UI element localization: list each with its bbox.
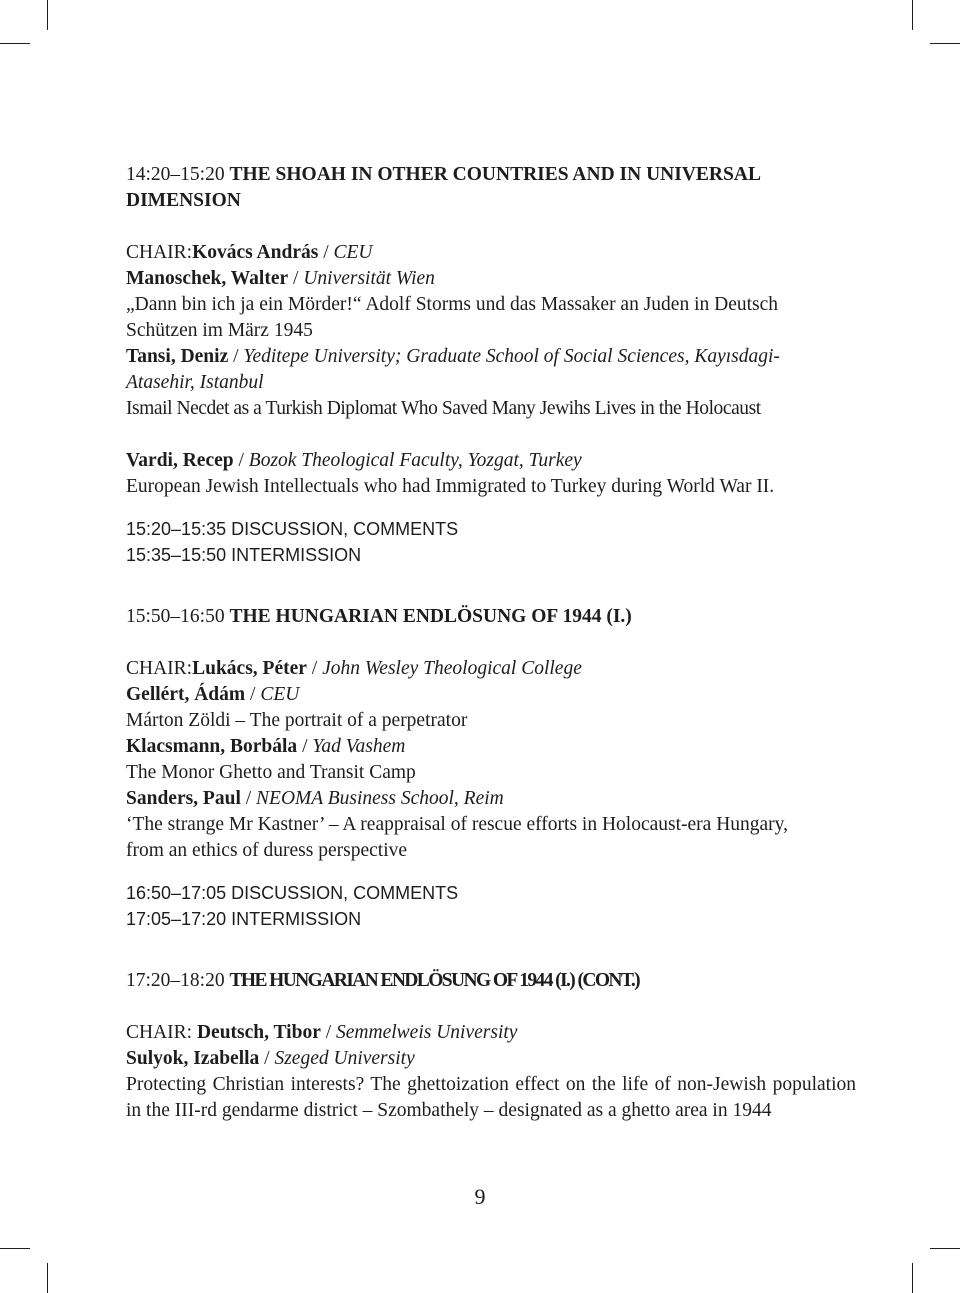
chair-label: CHAIR: [126, 1022, 197, 1043]
speaker-name: Gellért, Ádám [126, 684, 246, 705]
speaker-affiliation: NEOMA Business School, Reim [256, 788, 504, 809]
separator: / [245, 684, 261, 705]
separator: / [297, 736, 313, 757]
chair-label: CHAIR: [126, 242, 193, 263]
speaker-affiliation: Yeditepe University; Graduate School of Social Sciences, Kayısdagi- [243, 346, 780, 367]
speaker-line [126, 266, 856, 292]
discussion-slot: 16:50–17:05 DISCUSSION, COMMENTS [126, 883, 459, 903]
speaker-name: Tansi, Deniz [126, 346, 229, 367]
session-3 [126, 968, 856, 1124]
discussion-slot: 15:20–15:35 DISCUSSION, COMMENTS [126, 519, 459, 539]
session-2 [126, 604, 856, 932]
speaker-line [126, 448, 856, 474]
session-time: 17:20–18:20 [126, 970, 225, 991]
crop-mark-bottom-right-h [930, 1248, 960, 1249]
chair-name: Lukács, Péter [192, 658, 307, 679]
speaker-line [126, 1046, 856, 1072]
page-number: 9 [474, 1184, 486, 1209]
speaker-name: Klacsmann, Borbála [126, 736, 298, 757]
chair-name: Kovács András [192, 242, 319, 263]
talk-title: ‘The strange Mr Kastner’ – A reappraisal of rescue efforts in Holocaust-era Hungary, [126, 814, 789, 835]
chair-affiliation: Semmelweis University [336, 1022, 518, 1043]
program-page [126, 162, 856, 1124]
session-title: THE HUNGARIAN ENDLÖSUNG OF 1944 (I.) (CONT.) [229, 970, 639, 991]
separator: / [240, 788, 257, 809]
session-time: 14:20–15:20 [126, 164, 225, 185]
separator: / [318, 242, 334, 263]
session-time: 15:50–16:50 [126, 606, 225, 627]
talk-title-continued: from an ethics of duress perspective [126, 840, 408, 861]
session-title-continued: DIMENSION [126, 190, 241, 211]
talk-title: European Jewish Intellectuals who had Immigrated to Turkey during World War II. [126, 476, 775, 497]
separator: / [233, 450, 249, 471]
crop-mark-bottom-right-v [912, 1263, 913, 1293]
speaker-line [126, 682, 856, 708]
talk-title: Ismail Necdet as a Turkish Diplomat Who Saved Many Jewihs Lives in the Holocaust [126, 398, 761, 419]
chair-line [126, 656, 856, 682]
speaker-affiliation: Universität Wien [303, 268, 435, 289]
intermission-slot: 17:05–17:20 INTERMISSION [126, 909, 362, 929]
session-heading [126, 604, 856, 630]
session-title: THE HUNGARIAN ENDLÖSUNG OF 1944 (I.) [229, 606, 632, 627]
talk-title: The Monor Ghetto and Transit Camp [126, 762, 416, 783]
speaker-affiliation: Szeged University [274, 1048, 415, 1069]
chair-label: CHAIR: [126, 658, 193, 679]
talk-title: Protecting Christian interests? The ghettoization effect on the life of non-Jewish population in the III-rd gendarme district – Szombathely – designated as a ghetto area in 1944 [126, 1074, 856, 1121]
talk-title-continued: Schützen im März 1945 [126, 320, 313, 341]
crop-mark-bottom-left-v [47, 1263, 48, 1293]
crop-mark-top-left-v [47, 0, 48, 30]
chair-affiliation: John Wesley Theological College [322, 658, 582, 679]
separator: / [228, 346, 244, 367]
speaker-line [126, 786, 856, 812]
separator: / [259, 1048, 275, 1069]
speaker-name: Sulyok, Izabella [126, 1048, 260, 1069]
chair-name: Deutsch, Tibor [196, 1022, 321, 1043]
separator: / [306, 658, 323, 679]
session-heading [126, 968, 856, 994]
speaker-affiliation: Yad Vashem [312, 736, 406, 757]
separator: / [288, 268, 304, 289]
speaker-name: Manoschek, Walter [126, 268, 289, 289]
crop-mark-top-right-v [912, 0, 913, 30]
chair-affiliation: CEU [333, 242, 373, 263]
session-heading [126, 162, 856, 188]
talk-title: „Dann bin ich ja ein Mörder!“ Adolf Storms und das Massaker an Juden in Deutsch [126, 294, 779, 315]
session-title: THE SHOAH IN OTHER COUNTRIES AND IN UNIVERSAL [229, 164, 761, 185]
speaker-line [126, 344, 856, 370]
crop-mark-top-left-h [0, 43, 30, 44]
talk-title: Márton Zöldi – The portrait of a perpetrator [126, 710, 468, 731]
session-1 [126, 162, 856, 568]
speaker-line [126, 734, 856, 760]
speaker-affiliation: CEU [260, 684, 300, 705]
chair-line [126, 1020, 856, 1046]
crop-mark-bottom-left-h [0, 1248, 30, 1249]
speaker-affiliation: Bozok Theological Faculty, Yozgat, Turkey [248, 450, 582, 471]
chair-line [126, 240, 856, 266]
speaker-affiliation-continued: Atasehir, Istanbul [126, 372, 264, 393]
intermission-slot: 15:35–15:50 INTERMISSION [126, 545, 362, 565]
crop-mark-top-right-h [930, 43, 960, 44]
speaker-name: Vardi, Recep [126, 450, 234, 471]
speaker-name: Sanders, Paul [126, 788, 241, 809]
separator: / [320, 1022, 337, 1043]
